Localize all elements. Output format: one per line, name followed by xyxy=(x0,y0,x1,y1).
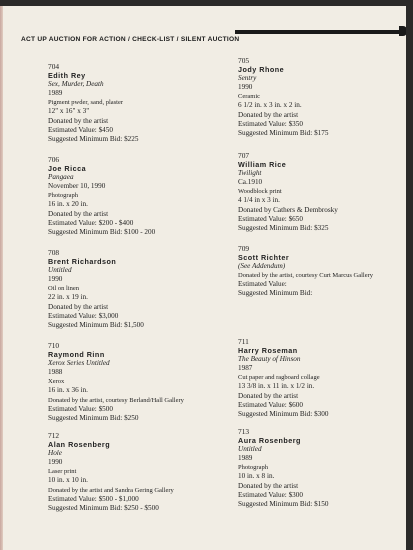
entry-donor: Donated by the artist xyxy=(48,116,109,125)
catalog-entry-713 xyxy=(238,427,406,509)
entry-number: 709 xyxy=(238,244,250,253)
entry-minimum-bid: Suggested Minimum Bid: $100 - 200 xyxy=(48,227,156,236)
catalog-entry-711 xyxy=(238,337,406,419)
entry-title: Untitled xyxy=(238,445,262,454)
entry-medium: Xerox xyxy=(48,378,65,386)
entry-dimensions: 12" x 16" x 3" xyxy=(48,107,90,116)
entry-minimum-bid: Suggested Minimum Bid: $150 xyxy=(238,499,329,508)
entry-dimensions: 16 in. x 36 in. xyxy=(48,386,88,395)
entry-donor: Donated by the artist, courtesy Curt Marcus Gallery xyxy=(238,272,374,280)
entry-medium: Ceramic xyxy=(238,93,261,101)
entry-artist: Aura Rosenberg xyxy=(238,436,301,446)
entry-medium: Woodblock print xyxy=(238,188,282,196)
entry-number: 706 xyxy=(48,155,60,164)
entry-medium: Photograph xyxy=(238,464,268,472)
catalog-entry-704 xyxy=(48,62,228,144)
catalog-entry-707 xyxy=(238,151,406,233)
entry-year: 1989 xyxy=(238,454,253,463)
entry-year: 1990 xyxy=(238,83,253,92)
entry-estimated-value: Estimated Value: xyxy=(238,280,287,289)
header-rule xyxy=(235,30,406,34)
entry-minimum-bid: Suggested Minimum Bid: $250 xyxy=(48,413,139,422)
entry-dimensions: 22 in. x 19 in. xyxy=(48,293,88,302)
entry-estimated-value: Estimated Value: $350 xyxy=(238,119,303,128)
entry-artist: Raymond Rinn xyxy=(48,350,105,360)
entry-estimated-value: Estimated Value: $3,000 xyxy=(48,311,119,320)
entry-minimum-bid: Suggested Minimum Bid: $225 xyxy=(48,134,139,143)
entry-estimated-value: Estimated Value: $200 - $400 xyxy=(48,218,134,227)
page-header: ACT UP AUCTION FOR ACTION / CHECK-LIST / SILENT AUCTION xyxy=(21,36,240,43)
entry-minimum-bid: Suggested Minimum Bid: $250 - $500 xyxy=(48,503,159,512)
entry-title: Twilight xyxy=(238,169,262,178)
entry-date: November 10, 1990 xyxy=(48,182,106,191)
entry-number: 710 xyxy=(48,341,60,350)
entry-number: 705 xyxy=(238,56,250,65)
entry-title: Xerox Series Untitled xyxy=(48,359,110,368)
entry-estimated-value: Estimated Value: $300 xyxy=(238,490,303,499)
entry-title: Hole xyxy=(48,449,62,458)
catalog-page xyxy=(3,6,406,550)
entry-dimensions: 6 1/2 in. x 3 in. x 2 in. xyxy=(238,101,302,110)
entry-dimensions: 16 in. x 20 in. xyxy=(48,200,88,209)
entry-minimum-bid: Suggested Minimum Bid: $325 xyxy=(238,223,329,232)
catalog-entry-712 xyxy=(48,431,228,513)
entry-artist: Edith Rey xyxy=(48,71,86,81)
entry-title: Sentry xyxy=(238,74,257,83)
entry-artist: Harry Roseman xyxy=(238,346,298,356)
entry-title: (See Addendum) xyxy=(238,262,286,271)
entry-number: 712 xyxy=(48,431,60,440)
entry-number: 707 xyxy=(238,151,250,160)
entry-estimated-value: Estimated Value: $650 xyxy=(238,214,303,223)
entry-dimensions: 4 1/4 in x 3 in. xyxy=(238,196,280,205)
entry-donor: Donated by the artist xyxy=(238,481,299,490)
entry-number: 708 xyxy=(48,248,60,257)
entry-year: 1988 xyxy=(48,368,63,377)
entry-dimensions: 13 3/8 in. x 11 in. x 1/2 in. xyxy=(238,382,315,391)
entry-medium: Cut paper and ragboard collage xyxy=(238,374,320,382)
entry-donor: Donated by the artist and Sandra Gering Gallery xyxy=(48,486,174,494)
entry-year: 1989 xyxy=(48,89,63,98)
entry-medium: Photograph xyxy=(48,192,78,200)
entry-minimum-bid: Suggested Minimum Bid: $175 xyxy=(238,128,329,137)
entry-title: Pangaea xyxy=(48,173,74,182)
catalog-entry-705 xyxy=(238,56,406,138)
entry-title: Untitled xyxy=(48,266,72,275)
entry-year: 1987 xyxy=(238,364,253,373)
entry-artist: Jody Rhone xyxy=(238,65,285,75)
entry-artist: Brent Richardson xyxy=(48,257,117,267)
entry-minimum-bid: Suggested Minimum Bid: xyxy=(238,289,313,298)
header-rule-cap xyxy=(399,26,406,36)
entry-donor: Donated by the artist, courtesy Berland/Hall Gallery xyxy=(48,396,184,404)
entry-artist: Alan Rosenberg xyxy=(48,440,111,450)
entry-artist: Joe Ricca xyxy=(48,164,87,174)
entry-dimensions: 10 in. x 10 in. xyxy=(48,476,88,485)
entry-artist: Scott Richter xyxy=(238,253,290,263)
entry-number: 704 xyxy=(48,62,60,71)
entry-medium: Oil on linen xyxy=(48,285,80,293)
entry-title: The Beauty of Hinson xyxy=(238,355,301,364)
entry-minimum-bid: Suggested Minimum Bid: $1,500 xyxy=(48,320,144,329)
entry-year: Ca.1910 xyxy=(238,178,263,187)
entry-donor: Donated by the artist xyxy=(238,110,299,119)
entry-year: 1990 xyxy=(48,458,63,467)
entry-estimated-value: Estimated Value: $500 xyxy=(48,404,113,413)
entry-dimensions: 10 in. x 8 in. xyxy=(238,472,275,481)
entry-estimated-value: Estimated Value: $500 - $1,000 xyxy=(48,494,139,503)
entry-number: 713 xyxy=(238,427,250,436)
entry-donor: Donated by the artist xyxy=(48,209,109,218)
catalog-entry-708 xyxy=(48,248,228,330)
catalog-entry-709 xyxy=(238,244,406,299)
entry-estimated-value: Estimated Value: $450 xyxy=(48,125,113,134)
entry-medium: Pigment pwder, sand, plaster xyxy=(48,99,124,107)
catalog-entry-706 xyxy=(48,155,228,237)
entry-donor: Donated by Cathers & Dembrosky xyxy=(238,205,338,214)
entry-year: 1990 xyxy=(48,275,63,284)
catalog-entry-710 xyxy=(48,341,228,423)
entry-minimum-bid: Suggested Minimum Bid: $300 xyxy=(238,409,329,418)
entry-donor: Donated by the artist xyxy=(48,302,109,311)
entry-artist: William Rice xyxy=(238,160,287,170)
entry-title: Sex, Murder, Death xyxy=(48,80,104,89)
entry-medium: Laser print xyxy=(48,468,77,476)
entry-donor: Donated by the artist xyxy=(238,391,299,400)
entry-number: 711 xyxy=(238,337,249,346)
entry-estimated-value: Estimated Value: $600 xyxy=(238,400,303,409)
